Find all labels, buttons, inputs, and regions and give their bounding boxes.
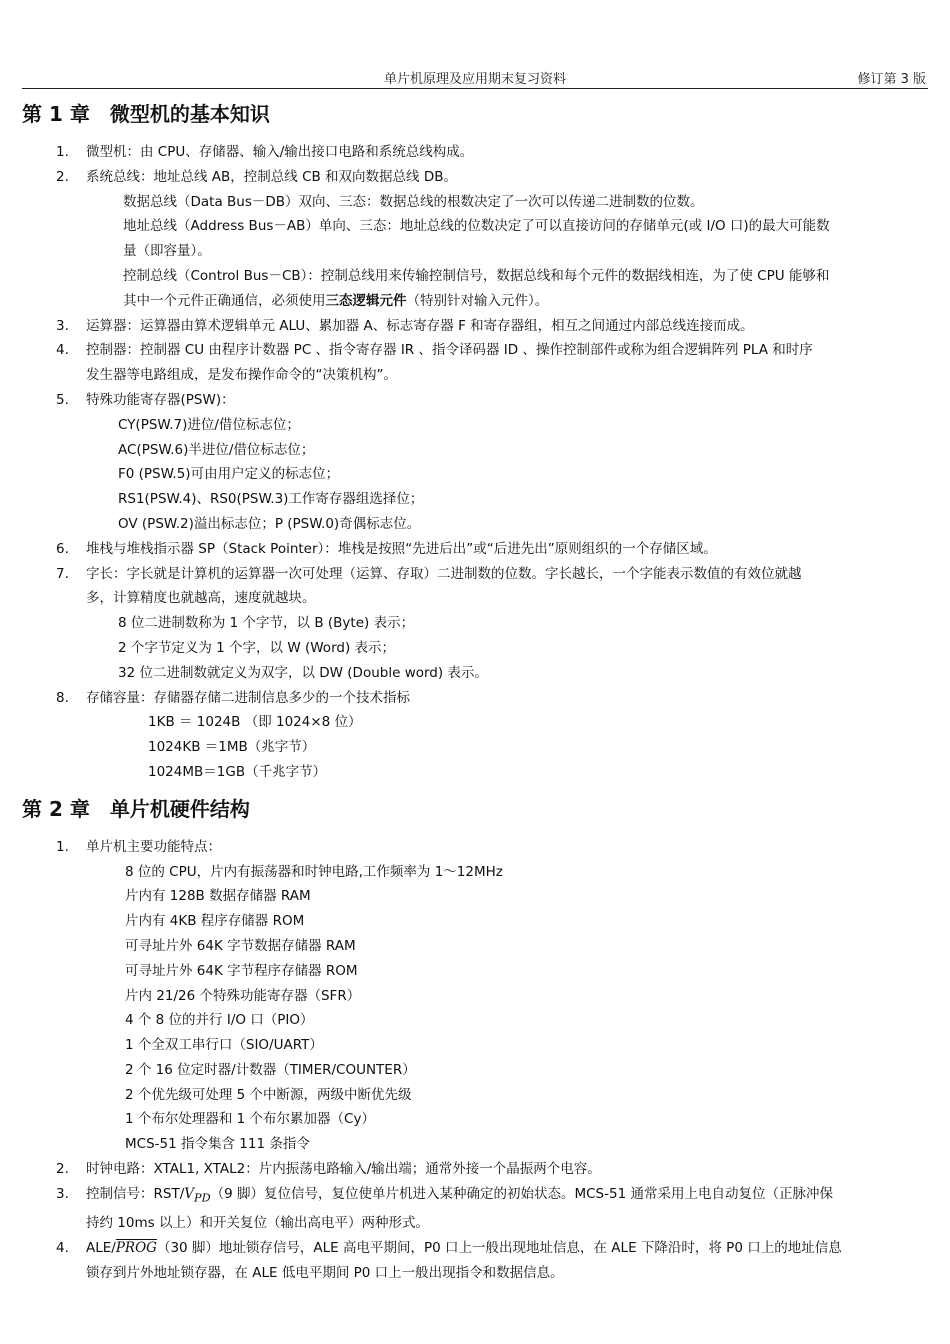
list-item	[22, 835, 930, 860]
item-number: 7.	[56, 565, 69, 582]
item-text	[86, 1182, 930, 1211]
sub-line: OV (PSW.2)溢出标志位；P (PSW.0)奇偶标志位。	[118, 515, 421, 532]
item-text: 单片机主要功能特点：	[86, 838, 221, 855]
text-run: （9 脚）复位信号，复位使单片机进入某种确定的初始状态。MCS-51 通常采用上电自动复位（正脉冲保	[210, 1185, 833, 1202]
sub-line: 片内有 4KB 程序存储器 ROM	[125, 913, 305, 930]
item-text: 多，计算精度也就越高，速度就越块。	[86, 590, 316, 607]
sub-line: 2 个优先级可处理 5 个中断源，两级中断优先级	[125, 1086, 412, 1103]
list-item	[22, 314, 930, 339]
sub-line: 2 个 16 位定时器/计数器（TIMER/COUNTER）	[125, 1061, 416, 1078]
text-run: 控制信号：RST/	[86, 1185, 185, 1202]
vpd-subscript: PD	[194, 1191, 211, 1205]
vpd-symbol: V	[184, 1185, 194, 1202]
list-item	[22, 537, 930, 562]
item-text: 堆栈与堆栈指示器 SP（Stack Pointer）：堆栈是按照“先进后出”或“后进先出”原则组织的一个存储区域。	[86, 540, 717, 557]
item-text: 运算器：运算器由算术逻辑单元 ALU、累加器 A、标志寄存器 F 和寄存器组，相互之间通过内部总线连接而成。	[86, 317, 754, 334]
item-number: 2.	[56, 168, 69, 185]
item-text: 特殊功能寄存器(PSW)：	[86, 391, 235, 408]
list-item	[22, 165, 930, 190]
page-header	[22, 64, 928, 89]
text-run: （30 脚）地址锁存信号，ALE 高电平期间，P0 口上一般出现地址信息，在 ALE 下降沿时，将 P0 口上的地址信息	[156, 1240, 842, 1257]
sub-line: 1024MB＝1GB（千兆字节）	[148, 763, 327, 780]
list-item	[22, 1182, 930, 1236]
sub-line: 4 个 8 位的并行 I/O 口（PIO）	[125, 1012, 314, 1029]
bold-term: 三态逻辑元件	[325, 292, 407, 309]
sub-line: 可寻址片外 64K 字节数据存储器 RAM	[125, 937, 356, 954]
chapter-1-title: 微型机的基本知识	[109, 102, 270, 126]
header-edition: 修订第 3 版	[857, 72, 926, 87]
sub-line: 8 位二进制数称为 1 个字节，以 B (Byte) 表示；	[118, 615, 415, 632]
sub-line	[22, 289, 930, 314]
sub-line: CY(PSW.7)进位/借位标志位；	[118, 416, 300, 433]
sub-line: 可寻址片外 64K 字节程序存储器 ROM	[125, 962, 358, 979]
prog-symbol: PROG	[115, 1240, 157, 1257]
sub-line: F0 (PSW.5)可由用户定义的标志位；	[118, 466, 340, 483]
list-item	[22, 140, 930, 165]
sub-line: 片内有 128B 数据存储器 RAM	[125, 888, 311, 905]
item-number: 1.	[56, 838, 69, 855]
sub-line: 1024KB ＝1MB（兆字节）	[148, 739, 316, 756]
item-number: 4.	[56, 1240, 69, 1257]
sub-line: 数据总线（Data Bus－DB）双向、三态：数据总线的根数决定了一次可以传递二进制数的位数。	[123, 193, 704, 210]
item-text: 锁存到片外地址锁存器，在 ALE 低电平期间 P0 口上一般出现指令和数据信息。	[86, 1264, 564, 1281]
item-number: 3.	[56, 1185, 69, 1202]
item-text: 发生器等电路组成，是发布操作命令的“决策机构”。	[86, 367, 397, 384]
sub-line: MCS-51 指令集含 111 条指令	[125, 1136, 310, 1153]
list-item	[22, 388, 930, 413]
text-run: 其中一个元件正确通信，必须使用	[123, 292, 326, 309]
chapter-2-title: 单片机硬件结构	[109, 796, 250, 821]
sub-line: 2 个字节定义为 1 个字，以 W (Word) 表示；	[118, 639, 396, 656]
item-text: 控制器：控制器 CU 由程序计数器 PC 、指令寄存器 IR 、指令译码器 ID 、操作控制部件或称为组合逻辑阵列 PLA 和时序	[86, 342, 813, 359]
text-run: ALE/	[86, 1240, 116, 1257]
sub-line: 地址总线（Address Bus－AB）单向、三态：地址总线的位数决定了可以直接访问的存储单元(或 I/O 口)的最大可能数	[123, 218, 830, 235]
item-number: 5.	[56, 391, 69, 408]
item-text: 存储容量：存储器存储二进制信息多少的一个技术指标	[86, 689, 410, 706]
sub-line: RS1(PSW.4)、RS0(PSW.3)工作寄存器组选择位；	[118, 491, 424, 508]
list-item	[22, 338, 930, 388]
chapter-2-number: 第 2 章	[22, 796, 90, 821]
chapter-2-heading	[22, 789, 930, 829]
list-item	[22, 562, 930, 612]
sub-line: 量（即容量）。	[123, 243, 211, 260]
item-text: 系统总线：地址总线 AB，控制总线 CB 和双向数据总线 DB。	[86, 168, 458, 185]
item-text: 持约 10ms 以上）和开关复位（输出高电平）两种形式。	[86, 1215, 429, 1232]
list-item	[22, 686, 930, 711]
text-run: （特别针对输入元件）。	[406, 292, 549, 309]
sub-line: 片内 21/26 个特殊功能寄存器（SFR）	[125, 987, 361, 1004]
item-number: 1.	[56, 144, 69, 160]
sub-line: 1KB ＝ 1024B （即 1024×8 位）	[148, 714, 362, 731]
item-number: 8.	[56, 689, 69, 706]
sub-line: 32 位二进制数就定义为双字，以 DW (Double word) 表示。	[118, 664, 488, 681]
item-text: 字长：字长就是计算机的运算器一次可处理（运算、存取）二进制数的位数。字长越长，一个字能表示数值的有效位就越	[86, 565, 802, 582]
sub-line: 1 个布尔处理器和 1 个布尔累加器（Cy）	[125, 1111, 375, 1128]
item-text	[86, 1236, 930, 1261]
document-body	[22, 94, 930, 1286]
item-number: 3.	[56, 317, 69, 334]
item-number: 6.	[56, 540, 69, 557]
chapter-1-heading	[22, 94, 930, 134]
chapter-1-number: 第 1 章	[22, 102, 90, 126]
list-item	[22, 1157, 930, 1182]
header-title: 单片机原理及应用期末复习资料	[383, 72, 566, 87]
sub-line: 8 位的 CPU，片内有振荡器和时钟电路,工作频率为 1～12MHz	[125, 863, 503, 880]
sub-line: AC(PSW.6)半进位/借位标志位；	[118, 441, 315, 458]
sub-line: 1 个全双工串行口（SIO/UART）	[125, 1037, 323, 1054]
item-text: 时钟电路：XTAL1, XTAL2：片内振荡电路输入/输出端；通常外接一个晶振两个电容。	[86, 1161, 601, 1178]
list-item	[22, 1236, 930, 1286]
item-text: 微型机：由 CPU、存储器、输入/输出接口电路和系统总线构成。	[86, 144, 474, 160]
sub-line: 控制总线（Control Bus－CB）：控制总线用来传输控制信号，数据总线和每个元件的数据线相连，为了使 CPU 能够和	[123, 267, 830, 284]
item-number: 4.	[56, 342, 69, 359]
item-number: 2.	[56, 1161, 69, 1178]
